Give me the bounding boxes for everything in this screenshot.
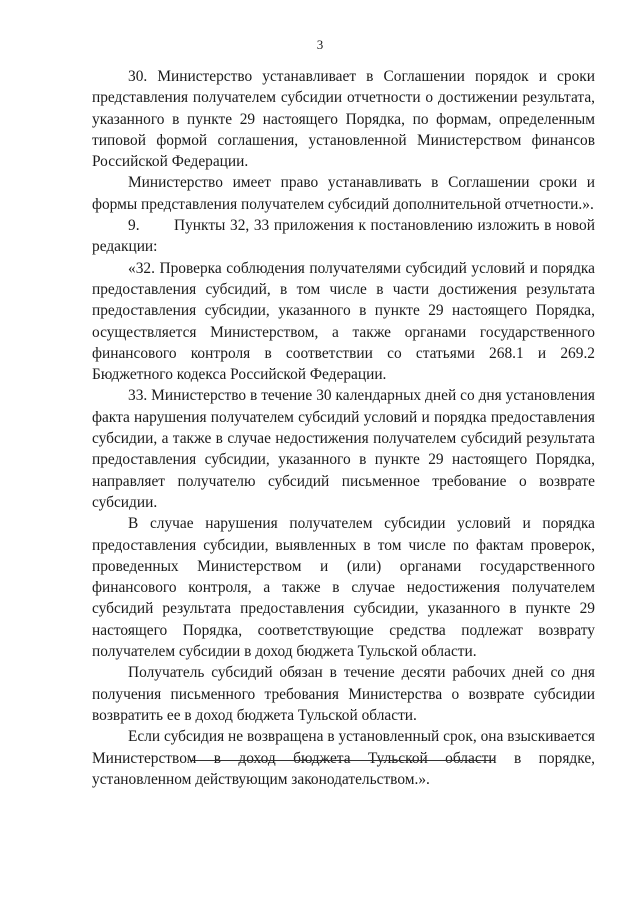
paragraph-return-deadline: Получатель субсидий обязан в течение десяти рабочих дней со дня получения письменного требования Министерства о возврате субсидии возвратить ее в доход бюджета Тульской области.: [92, 664, 595, 724]
paragraph-30: 30. Министерство устанавливает в Соглашении порядок и сроки представления получателем субсидии отчетности о достижении результата, указанного в пункте 29 настоящего Порядка, по формам, определенным типовой формой соглашения, установленной Министерством финансов Российской Федерации.: [92, 68, 595, 171]
paragraph-violation-case: В случае нарушения получателем субсидии условий и порядка предоставления субсидии, выявленных в том числе по фактам проверок, проведенных Министерством и (или) органами государственного финансового контроля, а также в случае недостижения получателем субсидий результата предоставления субсидии, указанного в пункте 29 настоящего Порядка, соответствующие средства подлежат возврату получателем субсидии в доход бюджета Тульской области.: [92, 515, 595, 661]
paragraph-recovery: Если субсидия не возвращена в установленный срок, она взыскивается Министерством в доход бюджета Тульской области в порядке, установленном действующим законодательством.».: [92, 728, 595, 788]
item-9: [92, 215, 595, 258]
end-divider-line: [190, 760, 495, 761]
paragraph-ministry-right: Министерство имеет право устанавливать в Соглашении сроки и формы представления получателем субсидий дополнительной отчетности.».: [92, 174, 595, 213]
paragraph-32: «32. Проверка соблюдения получателями субсидий условий и порядка предоставления субсидий, в том числе в части достижения результата предоставления субсидии, указанного в пункте 29 настоящего Порядка, осуществляется Министерством, а также органами государственного финансового контроля в соответствии со статьями 268.1 и 269.2 Бюджетного кодекса Российской Федерации.: [92, 259, 595, 384]
page-number: 3: [316, 37, 324, 52]
item-9-number: 9.: [128, 217, 140, 235]
document-body: [92, 66, 595, 790]
item-9-text: Пункты 32, 33 приложения к постановлению изложить в новой редакции:: [92, 217, 595, 256]
paragraph-33: 33. Министерство в течение 30 календарных дней со дня установления факта нарушения получателем субсидий условий и порядка предоставления субсидии, а также в случае недостижения получателем субсидий результата предоставления субсидии, указанного в пункте 29 настоящего Порядка, направляет получателю субсидий письменное требование о возврате субсидии.: [92, 387, 595, 511]
